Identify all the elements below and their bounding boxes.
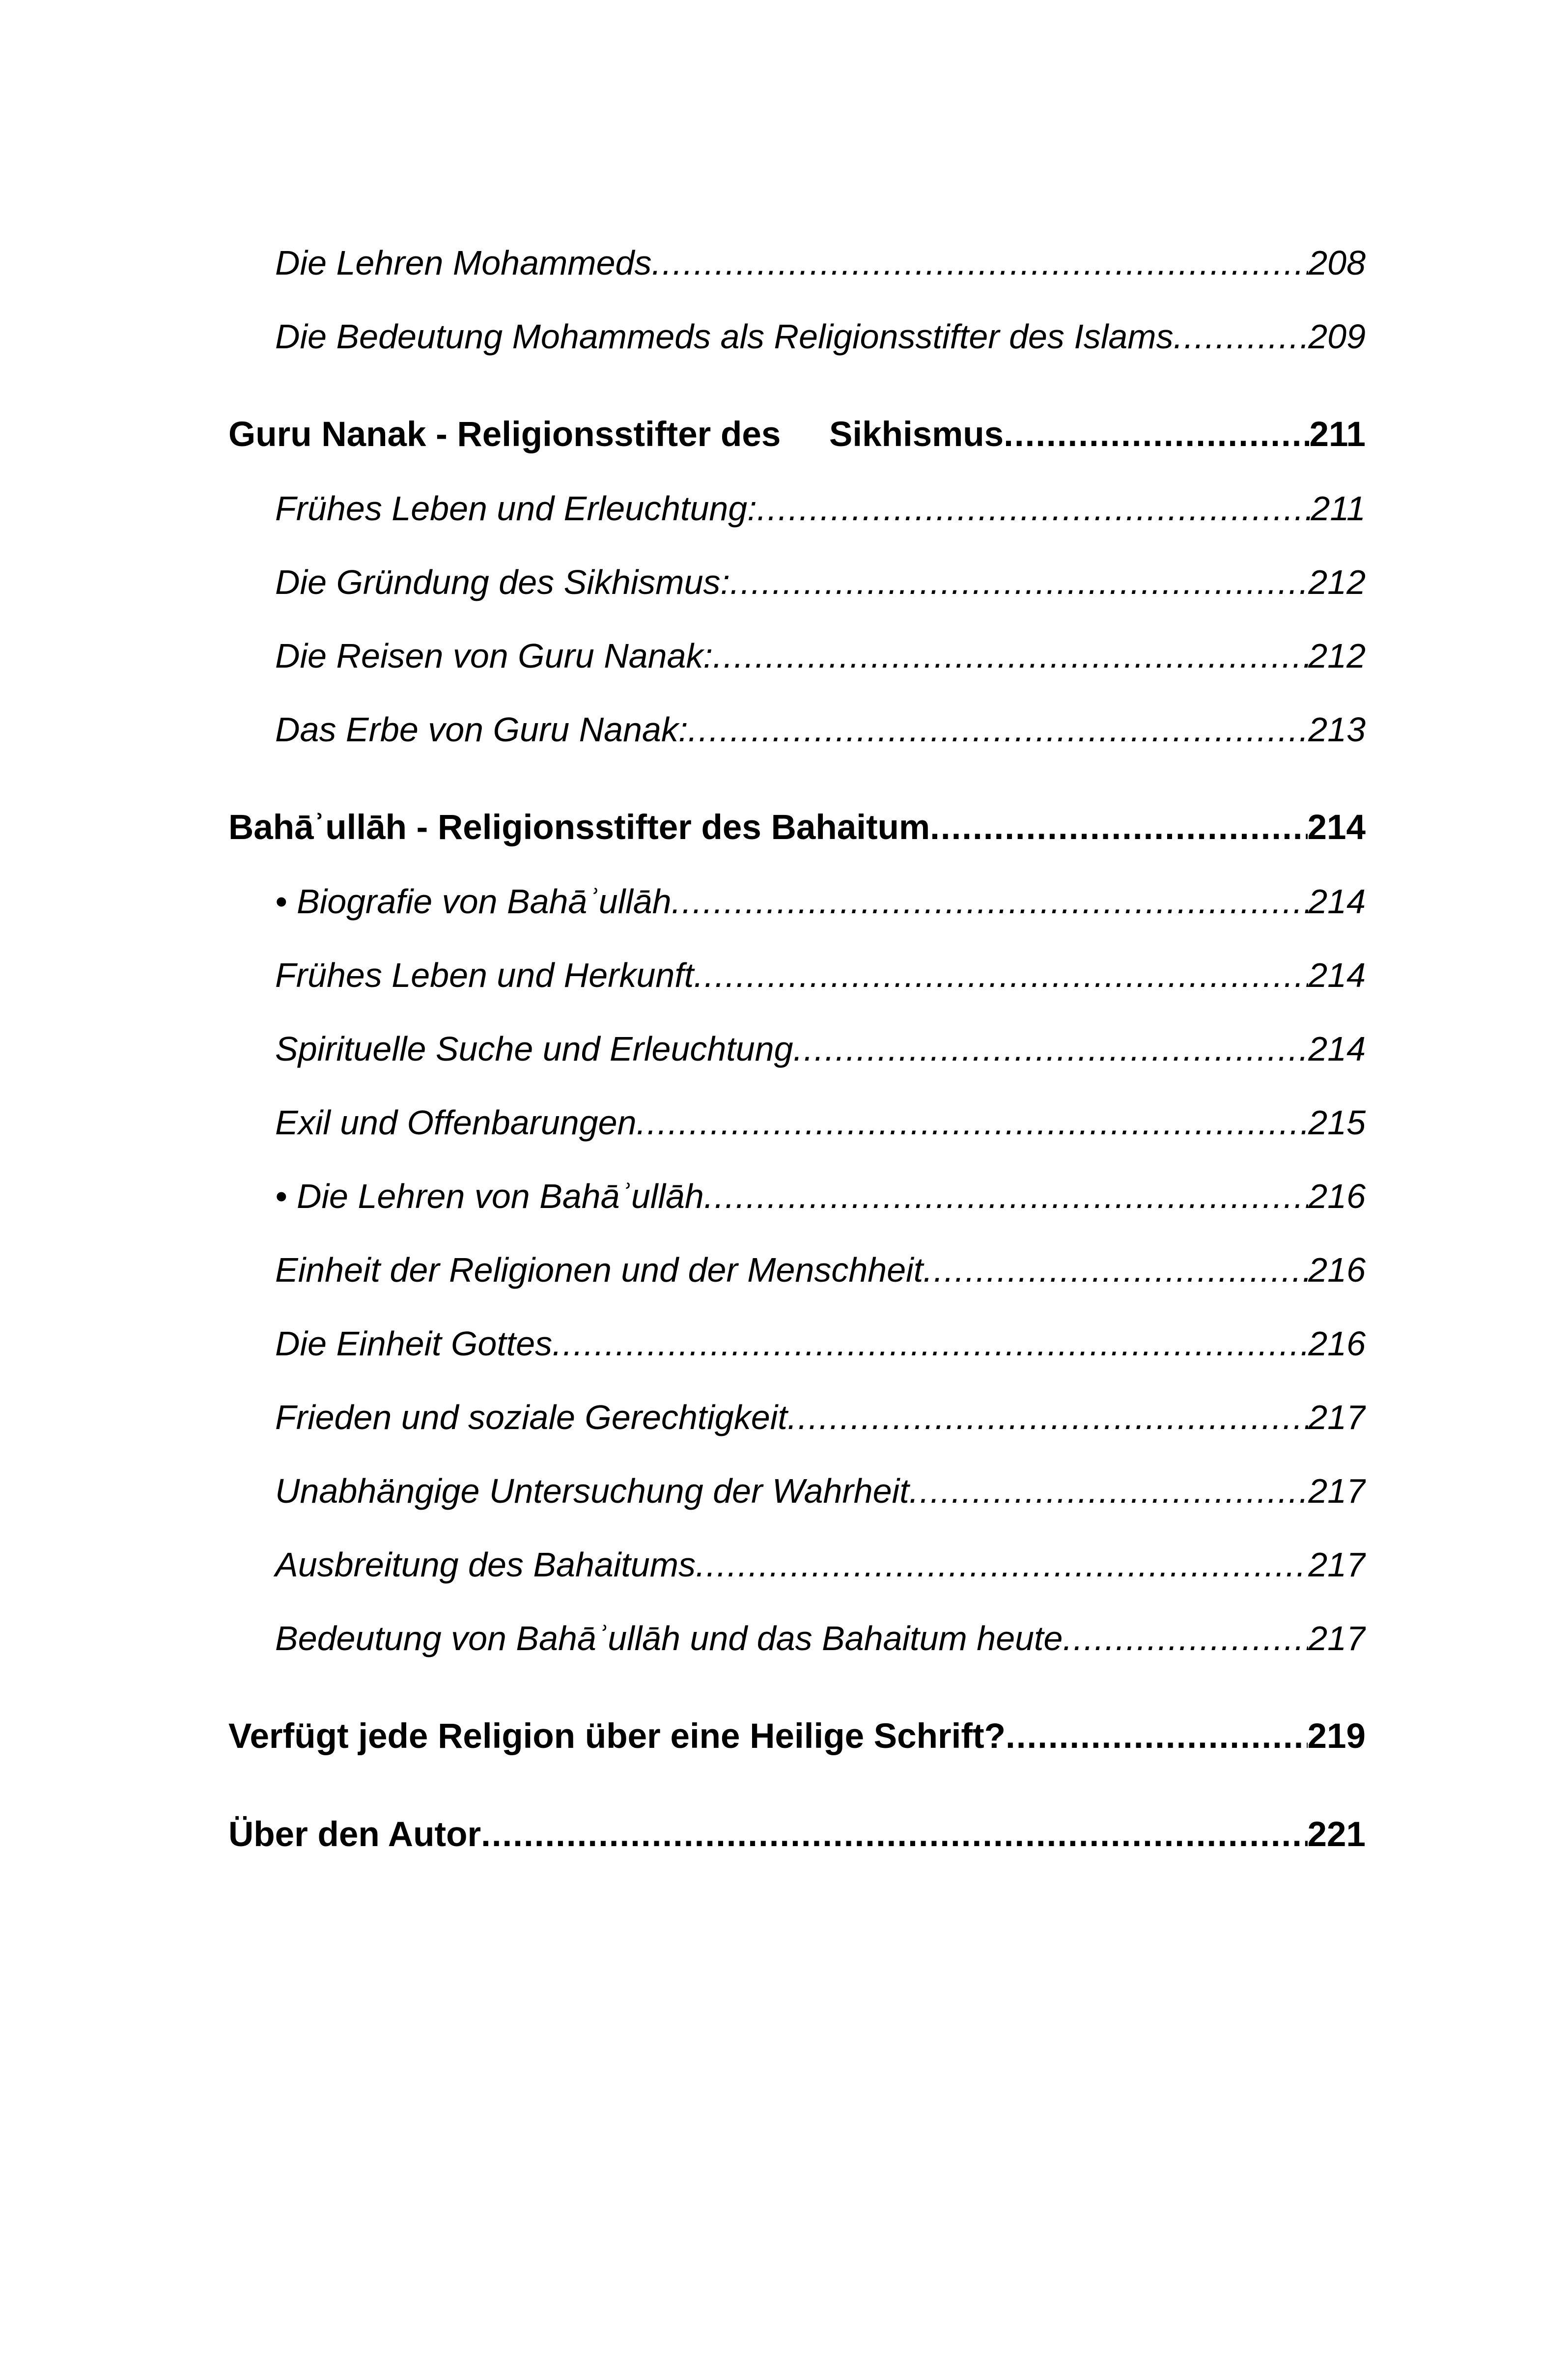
toc-page-number: 211 — [1311, 489, 1366, 528]
toc-leader-dots — [1063, 1601, 1308, 1675]
toc-page-number: 219 — [1307, 1717, 1366, 1756]
toc-chapter-entry[interactable] — [228, 791, 1366, 865]
toc-page-number: 217 — [1308, 1619, 1366, 1657]
toc-entry[interactable] — [228, 1601, 1366, 1675]
toc-entry[interactable] — [228, 1528, 1366, 1601]
toc-leader-dots — [696, 1528, 1308, 1601]
toc-leader-dots — [637, 1086, 1309, 1159]
toc-entry[interactable] — [228, 693, 1366, 766]
toc-page-number: 214 — [1308, 882, 1366, 921]
toc-entry[interactable] — [228, 1380, 1366, 1454]
toc-chapter-title: Über den Autor — [228, 1815, 481, 1854]
toc-page-number: 212 — [1308, 637, 1366, 675]
toc-page-number: 216 — [1308, 1251, 1366, 1289]
toc-page-number: 215 — [1308, 1103, 1366, 1142]
toc-page-number: 214 — [1308, 1030, 1366, 1068]
toc-entry[interactable] — [228, 1086, 1366, 1159]
toc-leader-dots — [1004, 398, 1309, 472]
toc-page-number: 217 — [1308, 1545, 1366, 1584]
table-of-contents — [228, 226, 1366, 1872]
toc-leader-dots — [787, 1380, 1308, 1454]
toc-page-number: 216 — [1308, 1324, 1366, 1363]
toc-chapter-title: Verfügt jede Religion über eine Heilige Schrift? — [228, 1717, 1006, 1756]
toc-leader-dots — [481, 1798, 1307, 1872]
toc-entry[interactable] — [228, 1307, 1366, 1380]
toc-entry[interactable] — [228, 1159, 1366, 1233]
toc-page-number: 214 — [1308, 956, 1366, 994]
toc-entry-title: Die Lehren Mohammeds — [275, 244, 652, 282]
toc-page-number: 214 — [1307, 808, 1366, 847]
toc-entry[interactable] — [228, 226, 1366, 300]
toc-chapter-entry[interactable] — [228, 1700, 1366, 1773]
toc-page-number: 221 — [1307, 1815, 1366, 1854]
toc-leader-dots — [923, 1233, 1308, 1307]
toc-entry-title: Die Bedeutung Mohammeds als Religionsstifter des Islams — [275, 317, 1174, 356]
toc-chapter-entry[interactable] — [228, 398, 1366, 472]
toc-leader-dots — [688, 693, 1308, 766]
toc-chapter-title: Guru Nanak - Religionsstifter des Sikhismus — [228, 415, 1004, 454]
toc-leader-dots — [1006, 1700, 1308, 1773]
toc-page-number: 216 — [1308, 1177, 1366, 1215]
toc-leader-dots — [672, 865, 1309, 938]
toc-page-number: 217 — [1308, 1472, 1366, 1510]
toc-leader-dots — [713, 619, 1308, 693]
toc-entry-title: Ausbreitung des Bahaitums — [275, 1545, 696, 1584]
toc-leader-dots — [757, 472, 1311, 545]
toc-page-number: 211 — [1309, 415, 1366, 454]
toc-entry-title: Frühes Leben und Erleuchtung: — [275, 489, 757, 528]
toc-leader-dots — [909, 1454, 1309, 1528]
toc-leader-dots — [651, 226, 1308, 300]
toc-chapter-entry[interactable] — [228, 1798, 1366, 1872]
toc-entry[interactable] — [228, 1012, 1366, 1086]
toc-entry-title: • Die Lehren von Bahāʾullāh — [275, 1177, 704, 1215]
toc-entry-title: Bedeutung von Bahāʾullāh und das Bahaitum heute — [275, 1619, 1063, 1657]
toc-entry[interactable] — [228, 472, 1366, 545]
toc-page-number: 209 — [1308, 317, 1366, 356]
toc-entry[interactable] — [228, 865, 1366, 938]
toc-leader-dots — [694, 938, 1308, 1012]
toc-entry[interactable] — [228, 545, 1366, 619]
toc-entry[interactable] — [228, 619, 1366, 693]
toc-page-number: 217 — [1308, 1398, 1366, 1436]
toc-page-number: 208 — [1308, 244, 1366, 282]
toc-leader-dots — [730, 545, 1308, 619]
toc-page-number: 212 — [1308, 563, 1366, 601]
toc-entry-title: Spirituelle Suche und Erleuchtung — [275, 1030, 793, 1068]
toc-leader-dots — [704, 1159, 1308, 1233]
toc-entry[interactable] — [228, 1233, 1366, 1307]
toc-entry-title: Einheit der Religionen und der Menschheit — [275, 1251, 924, 1289]
toc-entry-title: Die Gründung des Sikhismus: — [275, 563, 730, 601]
toc-leader-dots — [1174, 300, 1309, 373]
toc-entry[interactable] — [228, 938, 1366, 1012]
toc-entry-title: • Biografie von Bahāʾullāh — [275, 882, 672, 921]
toc-entry[interactable] — [228, 300, 1366, 373]
toc-entry-title: Die Einheit Gottes — [275, 1324, 553, 1363]
toc-leader-dots — [930, 791, 1307, 865]
toc-leader-dots — [793, 1012, 1309, 1086]
toc-chapter-title: Bahāʾullāh - Religionsstifter des Bahaitum — [228, 808, 930, 847]
toc-entry[interactable] — [228, 1454, 1366, 1528]
toc-entry-title: Exil und Offenbarungen — [275, 1103, 637, 1142]
toc-entry-title: Frühes Leben und Herkunft — [275, 956, 694, 994]
toc-entry-title: Frieden und soziale Gerechtigkeit — [275, 1398, 787, 1436]
toc-leader-dots — [552, 1307, 1308, 1380]
toc-page-number: 213 — [1308, 710, 1366, 749]
toc-entry-title: Die Reisen von Guru Nanak: — [275, 637, 713, 675]
toc-entry-title: Unabhängige Untersuchung der Wahrheit — [275, 1472, 909, 1510]
toc-entry-title: Das Erbe von Guru Nanak: — [275, 710, 688, 749]
